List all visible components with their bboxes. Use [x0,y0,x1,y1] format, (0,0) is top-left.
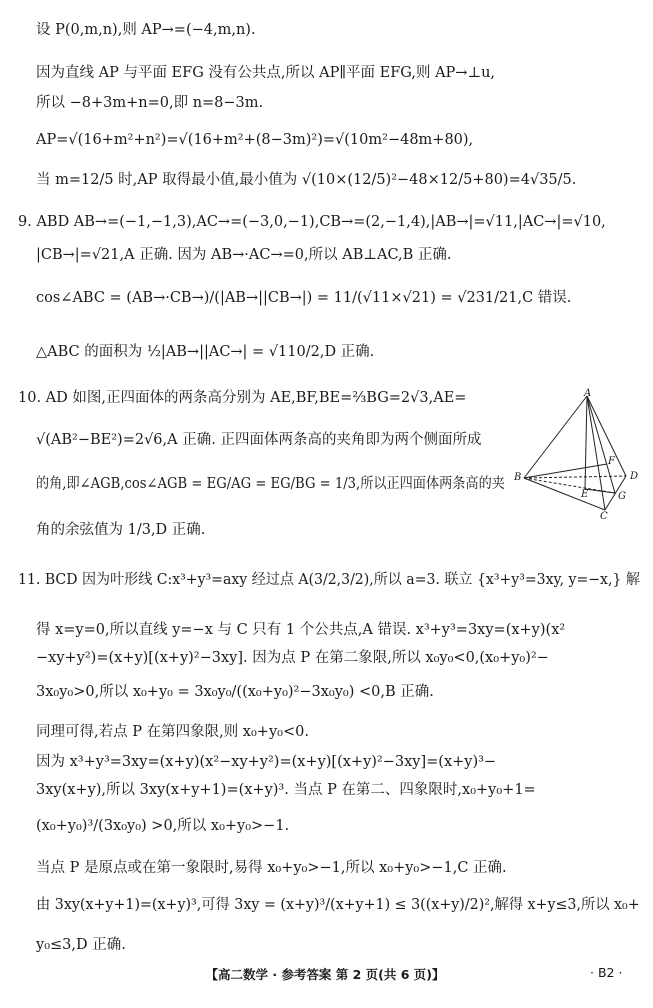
tetrahedron-diagram [512,388,642,524]
text-line-21: (x₀+y₀)³/(3x₀y₀) >0,所以 x₀+y₀>−1. [36,818,290,834]
text-line-9: △ABC 的面积为 ½|AB→||AC→| = √110/2,D 正确. [36,344,375,360]
point-label-E: E [581,489,589,500]
text-line-12: 的角,即∠AGB,cos∠AGB = EG/AG = EG/BG = 1/3,所以正四面体两条高的夹 [36,476,505,492]
vertex-label-B: B [514,472,522,483]
text-line-8: cos∠ABC = (AB→·CB→)/(|AB→||CB→|) = 11/(√11×√21) = √231/21,C 错误. [36,290,572,306]
edge-AB [524,396,587,478]
text-line-5: 当 m=12/5 时,AP 取得最小值,最小值为 √(10×(12/5)²−48×12/5+80)=4√35/5. [36,172,577,188]
text-line-19: 因为 x³+y³=3xy=(x+y)(x²−xy+y²)=(x+y)[(x+y)²−3xy]=(x+y)³− [36,754,497,770]
text-line-10: 10. AD 如图,正四面体的两条高分别为 AE,BF,BE=⅔BG=2√3,AE= [18,390,467,406]
page-code: · B2 · [590,965,623,980]
text-line-18: 同理可得,若点 P 在第四象限,则 x₀+y₀<0. [36,724,309,740]
edge-AC [587,396,605,510]
text-line-15: 得 x=y=0,所以直线 y=−x 与 C 只有 1 个公共点,A 错误. x³+y³=3xy=(x+y)(x² [36,622,566,638]
point-label-G: G [618,491,626,502]
text-line-3: 所以 −8+3m+n=0,即 n=8−3m. [36,95,264,111]
text-line-20: 3xy(x+y),所以 3xy(x+y+1)=(x+y)³. 当点 P 在第二、四象限时,x₀+y₀+1= [36,782,536,798]
vertex-label-C: C [600,511,608,522]
text-line-6: 9. ABD AB→=(−1,−1,3),AC→=(−3,0,−1),CB→=(2,−1,4),|AB→|=√11,|AC→|=√10, [18,214,606,230]
text-line-23: 由 3xy(x+y+1)=(x+y)³,可得 3xy = (x+y)³/(x+y+1) ≤ 3((x+y)/2)²,解得 x+y≤3,所以 x₀+ [36,897,640,913]
text-line-11: √(AB²−BE²)=2√6,A 正确. 正四面体两条高的夹角即为两个侧面所成 [36,432,482,448]
height-AE [585,396,587,489]
text-line-14: 11. BCD 因为叶形线 C:x³+y³=axy 经过点 A(3/2,3/2),所以 a=3. 联立 {x³+y³=3xy, y=−x,} 解 [18,572,640,588]
edge-BC [524,478,605,510]
text-line-17: 3x₀y₀>0,所以 x₀+y₀ = 3x₀y₀/((x₀+y₀)²−3x₀y₀) <0,B 正确. [36,684,434,700]
text-line-4: AP=√(16+m²+n²)=√(16+m²+(8−3m)²)=√(10m²−48m+80), [36,132,474,148]
text-line-24: y₀≤3,D 正确. [36,937,126,953]
vertex-label-A: A [584,388,592,399]
text-line-22: 当点 P 是原点或在第一象限时,易得 x₀+y₀>−1,所以 x₀+y₀>−1,C 正确. [36,860,507,876]
text-line-16: −xy+y²)=(x+y)[(x+y)²−3xy]. 因为点 P 在第二象限,所以 x₀y₀<0,(x₀+y₀)²− [36,650,549,666]
text-line-1: 设 P(0,m,n),则 AP→=(−4,m,n). [36,22,256,38]
text-line-13: 角的余弦值为 1/3,D 正确. [36,522,206,538]
point-label-F: F [608,456,615,467]
text-line-2: 因为直线 AP 与平面 EFG 没有公共点,所以 AP∥平面 EFG,则 AP→⊥u, [36,65,496,81]
text-line-7: |CB→|=√21,A 正确. 因为 AB→·AC→=0,所以 AB⊥AC,B 正确. [36,247,452,263]
page-footer: 【高二数学 · 参考答案 第 2 页(共 6 页)】 [205,967,445,982]
vertex-label-D: D [630,471,639,482]
height-BF [524,464,607,478]
